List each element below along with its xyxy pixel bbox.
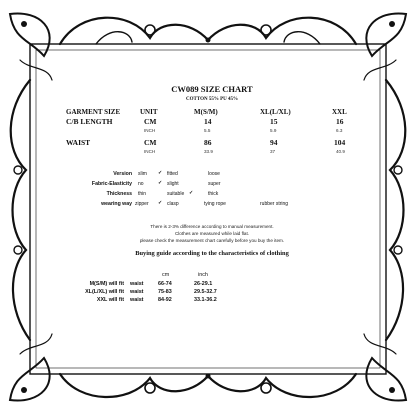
guide-inch: 29.5-32.7 xyxy=(194,289,217,295)
note-line: please check the measurement chart carefully before you buy the item. xyxy=(139,238,285,243)
attribute-option: thin xyxy=(138,191,147,197)
attribute-label-thickness: Thickness xyxy=(106,191,132,197)
attribute-option: clasp xyxy=(167,201,179,207)
guide-inch: 26-29.1 xyxy=(194,281,213,287)
guide-cm: 66-74 xyxy=(158,281,172,287)
table-cell: 40.9 xyxy=(336,149,345,154)
row-unit: INCH xyxy=(144,128,156,133)
guide-header-inch: inch xyxy=(198,272,208,278)
buying-guide-title: Buying guide according to the characteristics of clothing xyxy=(135,250,289,257)
check-mark-icon: ✓ xyxy=(189,190,194,196)
size-chart-sheet xyxy=(64,70,360,360)
header-size-xxl: XXL xyxy=(332,108,347,116)
guide-size: M(S/M) will fit xyxy=(89,281,124,287)
attribute-label-wearing-way: wearing way xyxy=(101,201,132,207)
table-cell: 5.5 xyxy=(204,128,211,133)
table-cell: 37 xyxy=(270,149,276,154)
header-unit: UNIT xyxy=(140,108,158,116)
guide-part: waist xyxy=(130,281,144,287)
guide-size: XL(L/XL) will fit xyxy=(85,289,124,295)
row-unit: CM xyxy=(144,117,157,126)
row-unit: CM xyxy=(144,138,157,147)
header-size-xl: XL(L/XL) xyxy=(260,108,291,116)
table-cell: 15 xyxy=(270,117,278,126)
guide-inch: 33.1-36.2 xyxy=(194,297,217,303)
row-label-waist: WAIST xyxy=(66,138,91,147)
attribute-option: slim xyxy=(138,171,147,177)
check-mark-icon: ✓ xyxy=(158,170,163,176)
attribute-option: slight xyxy=(167,181,179,187)
guide-size: XXL will fit xyxy=(96,297,124,303)
attribute-option: rubber string xyxy=(260,201,289,207)
attribute-option: thick xyxy=(208,191,219,197)
table-cell: 6.3 xyxy=(336,128,343,133)
chart-title: CW089 SIZE CHART xyxy=(171,84,253,94)
attribute-option: tying rope xyxy=(204,201,226,207)
row-label-cb-length: C/B LENGTH xyxy=(66,117,113,126)
table-cell: 104 xyxy=(334,138,346,147)
guide-part: waist xyxy=(130,297,144,303)
check-mark-icon: ✓ xyxy=(158,200,163,206)
header-garment-size: GARMENT SIZE xyxy=(66,108,121,116)
attribute-option: suitable xyxy=(167,191,185,197)
table-cell: 94 xyxy=(270,138,278,147)
guide-header-cm: cm xyxy=(162,272,170,278)
attribute-option: fitted xyxy=(167,171,178,177)
attribute-option: super xyxy=(208,181,221,187)
attribute-label-fabric-elasticity: Fabric-Elasticity xyxy=(91,181,132,187)
note-line: There is 2-3% difference according to manual measurement. xyxy=(150,224,274,229)
attribute-option: no xyxy=(138,181,144,187)
attribute-option: loose xyxy=(208,171,220,177)
guide-part: waist xyxy=(130,289,144,295)
table-cell: 16 xyxy=(336,117,344,126)
row-unit: INCH xyxy=(144,149,156,154)
attribute-option: zipper xyxy=(135,201,149,207)
table-cell: 33.9 xyxy=(204,149,213,154)
material-composition: COTTON 55% PU 45% xyxy=(186,97,238,102)
table-cell: 14 xyxy=(204,117,212,126)
note-line: Clothes are measured while laid flat. xyxy=(174,231,250,236)
check-mark-icon: ✓ xyxy=(158,180,163,186)
header-size-m: M(S/M) xyxy=(194,108,218,116)
guide-cm: 84-92 xyxy=(158,297,172,303)
table-cell: 86 xyxy=(204,138,212,147)
guide-cm: 75-83 xyxy=(158,289,172,295)
attribute-label-version: Version xyxy=(113,171,132,177)
table-cell: 5.9 xyxy=(270,128,277,133)
